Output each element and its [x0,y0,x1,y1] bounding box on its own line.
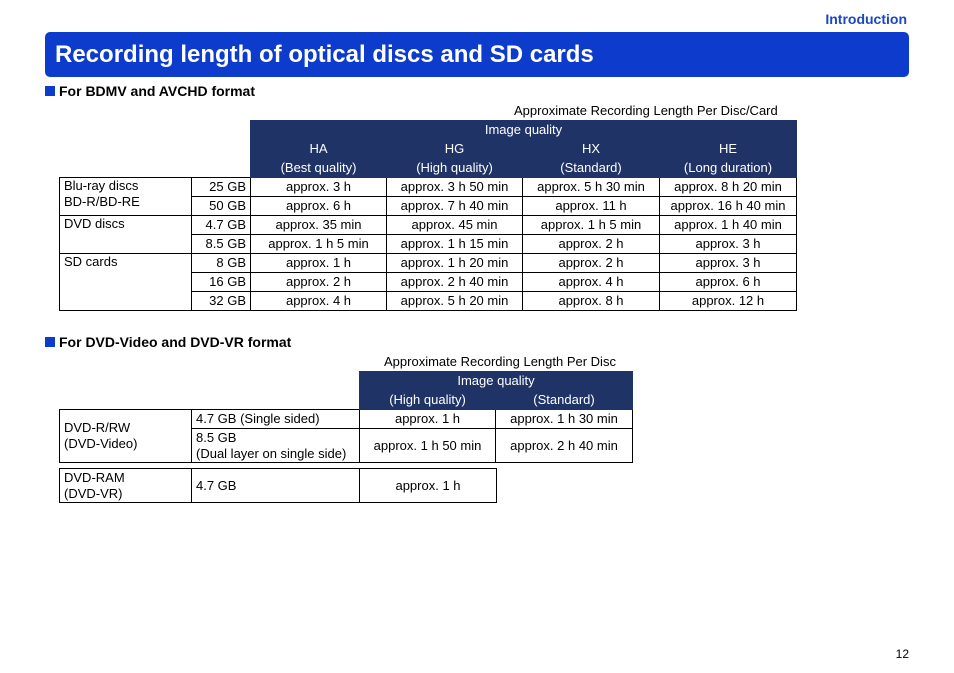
value-cell: approx. 2 h 40 min [387,273,523,292]
value-cell: approx. 11 h [523,197,660,216]
capacity-cell: 32 GB [192,292,251,311]
value-cell: approx. 3 h 50 min [387,178,523,197]
table-row [60,178,797,197]
column-desc-high-quality: (High quality) [360,391,496,410]
column-desc-hx: (Standard) [523,159,660,178]
column-desc-he: (Long duration) [660,159,797,178]
media-label: DVD-R/RW [64,420,131,435]
media-sublabel: (DVD-Video) [64,436,138,451]
column-code-hg: HG [387,140,523,159]
value-cell: approx. 16 h 40 min [660,197,797,216]
value-cell: approx. 1 h [360,469,497,503]
dvd-heading-text: For DVD-Video and DVD-VR format [59,334,292,350]
column-code-hx: HX [523,140,660,159]
media-label: DVD-RAM [64,469,125,485]
media-sublabel: (DVD-VR) [64,485,123,501]
value-cell: approx. 3 h [251,178,387,197]
column-desc-standard: (Standard) [496,391,633,410]
value-cell: approx. 1 h 30 min [496,410,633,429]
value-cell: approx. 2 h [523,254,660,273]
value-cell: approx. 45 min [387,216,523,235]
capacity-cell: 4.7 GB [192,469,360,503]
media-sublabel: BD-R/BD-RE [64,194,140,209]
value-cell: approx. 5 h 30 min [523,178,660,197]
media-cell-bluray [60,178,192,216]
value-cell: approx. 1 h 40 min [660,216,797,235]
value-cell: approx. 6 h [660,273,797,292]
value-cell: approx. 2 h [523,235,660,254]
value-cell: approx. 7 h 40 min [387,197,523,216]
bullet-square-icon [45,86,55,96]
capacity-cell: 25 GB [192,178,251,197]
bullet-square-icon [45,337,55,347]
capacity-cell: 16 GB [192,273,251,292]
dvd-heading [45,334,291,350]
value-cell: approx. 3 h [660,235,797,254]
column-code-ha: HA [251,140,387,159]
capacity-cell: 4.7 GB (Single sided) [192,410,360,429]
value-cell: approx. 4 h [251,292,387,311]
media-cell-dvd: DVD discs [60,216,192,254]
table-row [60,410,633,429]
column-desc-hg: (High quality) [387,159,523,178]
value-cell: approx. 35 min [251,216,387,235]
value-cell: approx. 1 h 20 min [387,254,523,273]
capacity-cell [192,429,360,463]
media-cell-dvd-rw [60,410,192,463]
dvd-caption: Approximate Recording Length Per Disc [384,354,616,369]
value-cell: approx. 2 h [251,273,387,292]
value-cell: approx. 8 h [523,292,660,311]
capacity-label: 8.5 GB [196,429,237,445]
value-cell: approx. 2 h 40 min [496,429,633,463]
value-cell: approx. 1 h 5 min [523,216,660,235]
bdmv-heading-text: For BDMV and AVCHD format [59,83,255,99]
value-cell: approx. 6 h [251,197,387,216]
image-quality-header: Image quality [251,121,797,140]
page-number: 12 [895,647,909,661]
bdmv-table [59,120,797,311]
value-cell: approx. 1 h [360,410,496,429]
dvd-ram-table [59,468,497,503]
capacity-cell: 8.5 GB [192,235,251,254]
value-cell: approx. 1 h 50 min [360,429,496,463]
section-link-introduction[interactable]: Introduction [825,11,907,27]
value-cell: approx. 4 h [523,273,660,292]
table-row [60,469,497,503]
media-cell-sd: SD cards [60,254,192,311]
value-cell: approx. 1 h 5 min [251,235,387,254]
capacity-sublabel: (Dual layer on single side) [196,445,347,461]
value-cell: approx. 1 h 15 min [387,235,523,254]
page-title: Recording length of optical discs and SD cards [55,41,594,68]
column-code-he: HE [660,140,797,159]
value-cell: approx. 8 h 20 min [660,178,797,197]
capacity-cell: 4.7 GB [192,216,251,235]
value-cell: approx. 3 h [660,254,797,273]
media-label: Blu-ray discs [64,178,139,193]
dvd-video-table [59,371,633,463]
bdmv-heading [45,83,255,99]
title-bar [45,32,909,77]
column-desc-ha: (Best quality) [251,159,387,178]
value-cell: approx. 5 h 20 min [387,292,523,311]
table-row [60,216,797,235]
value-cell: approx. 1 h [251,254,387,273]
bdmv-caption: Approximate Recording Length Per Disc/Card [514,103,778,118]
value-cell: approx. 12 h [660,292,797,311]
media-cell-dvd-ram [60,469,192,503]
capacity-cell: 8 GB [192,254,251,273]
capacity-cell: 50 GB [192,197,251,216]
table-row [60,254,797,273]
image-quality-header: Image quality [360,372,633,391]
